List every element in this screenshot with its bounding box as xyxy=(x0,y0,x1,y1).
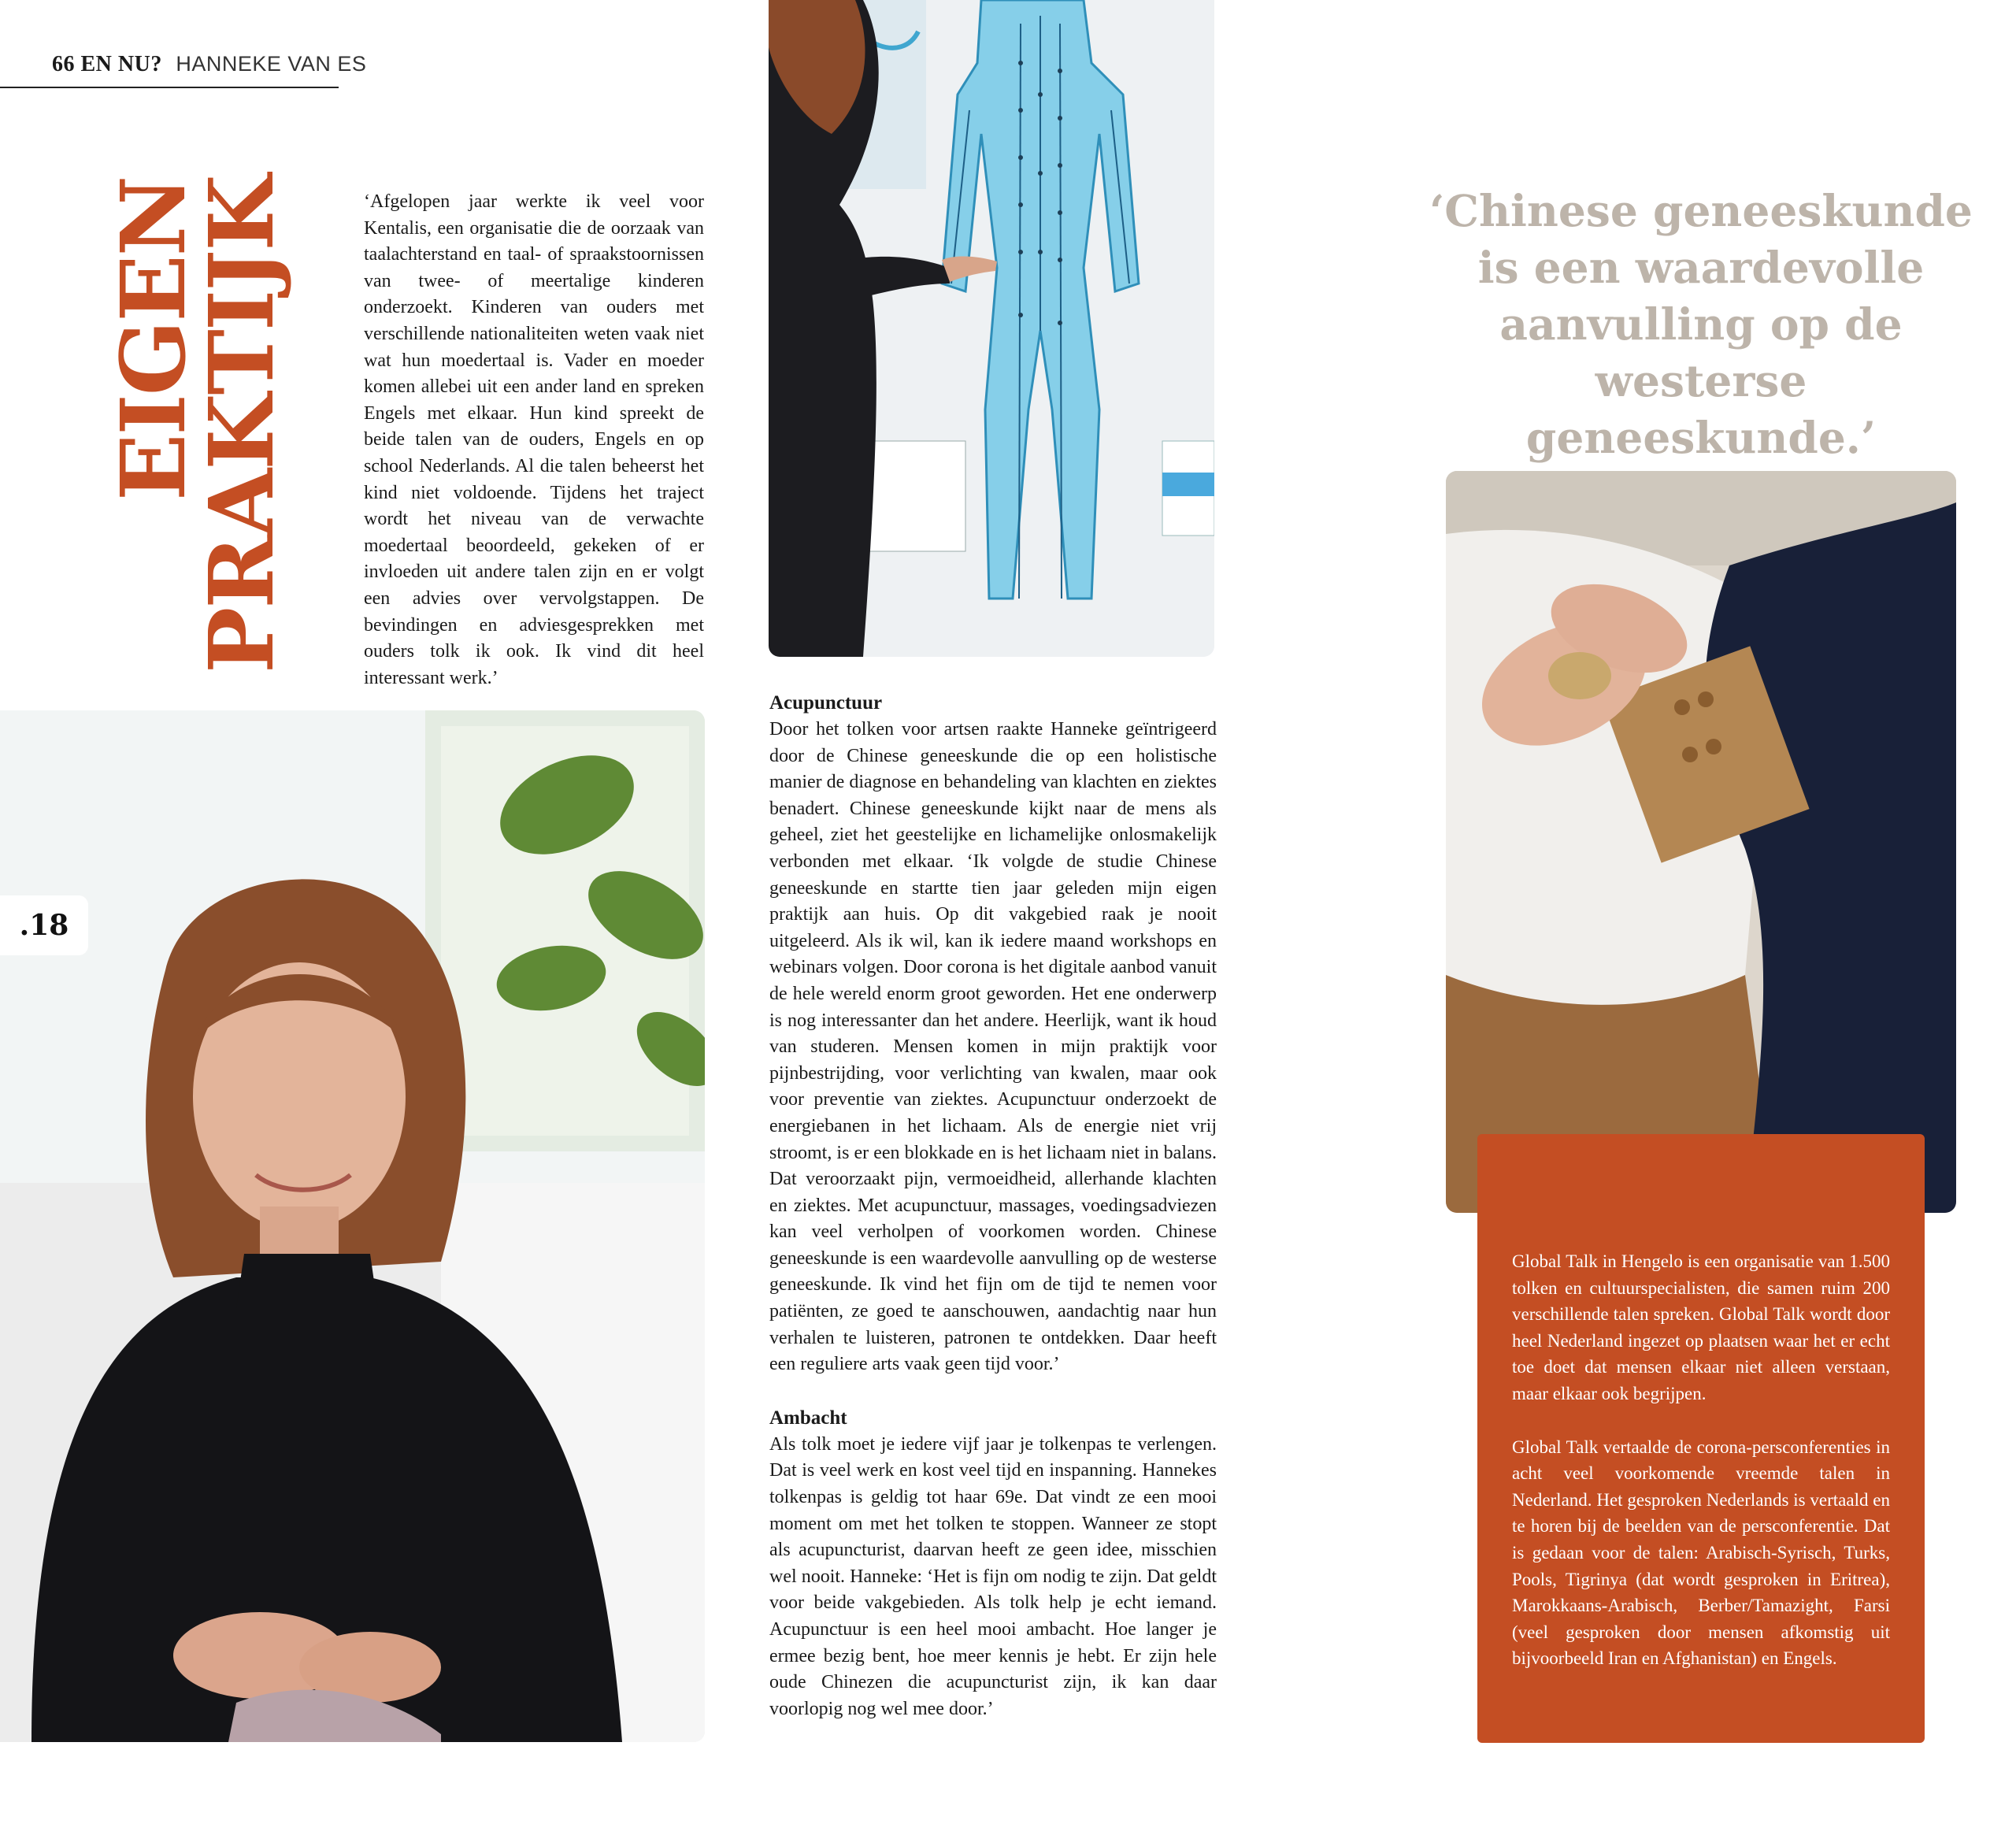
section-title xyxy=(102,176,294,673)
page-number: .18 xyxy=(0,895,88,955)
section-title-line-2: PRAKTIJK xyxy=(191,176,294,673)
pull-quote-line-2: is een waardevolle xyxy=(1477,242,1925,293)
article-body-column xyxy=(769,690,1217,1722)
pull-quote xyxy=(1418,183,1984,466)
subject-name: HANNEKE VAN ES xyxy=(176,52,367,76)
acupuncture-chart-photo xyxy=(769,0,1214,657)
acupuncture-hands-photo xyxy=(1446,471,1956,1213)
magazine-section-name: 66 EN NU? xyxy=(52,52,162,76)
running-header xyxy=(52,52,366,77)
portrait-photo xyxy=(0,710,705,1742)
section-title-line-1: EIGEN xyxy=(102,177,206,502)
info-box-text xyxy=(1512,1248,1890,1672)
pull-quote-line-1: ‘Chinese geneeskunde xyxy=(1429,185,1973,236)
info-paragraph-1: Global Talk in Hengelo is een organisatie van 1.500 tolken en cultuurspecialisten, die samen ruim 200 verschillende talen spreken. Global Talk wordt door heel Nederland ingezet op plaatsen waar het er echt toe doet dat mensen elkaar niet alleen verstaan, maar elkaar ook begrijpen. xyxy=(1512,1251,1890,1403)
paragraph-craft: Als tolk moet je iedere vijf jaar je tolkenpas te verlengen. Dat is veel werk en kost veel tijd en inspanning. Hannekes tolkenpas is geldig tot haar 69e. Dat vindt ze een mooi moment om met het tolken te stoppen. Wanneer ze stopt als acupuncturist, daarvan heeft ze geen idee, misschien wel nooit. Hanneke: ‘Het is fijn om nodig te zijn. Dat geldt voor beide vakgebieden. Als tolk help je echt iemand. Acupunctuur is een heel mooi ambacht. Hoe langer je ermee bezig bent, hoe meer kennis je hebt. Er zijn hele oude Chinezen die acupuncturist zijn, ik kan daar voorlopig nog wel mee door.’ xyxy=(769,1433,1217,1719)
header-divider xyxy=(0,87,339,88)
pull-quote-line-4: westerse geneeskunde.’ xyxy=(1525,355,1877,463)
subheading-acupuncture: Acupunctuur xyxy=(769,692,883,714)
info-paragraph-2: Global Talk vertaalde de corona-persconferenties in acht veel voorkomende vreemde talen in Nederland. Het gesproken Nederlands is vertaald en te horen bij de beelden van de persconferentie. Dat is gedaan voor de talen: Arabisch-Syrisch, Turks, Pools, Tigrinya (dat wordt gesproken in Eritrea), Marokkaans-Arabisch, Berber/Tamazight, Farsi (veel gesproken door mensen afkomstig uit bijvoorbeeld Iran en Afghanistan) en Engels. xyxy=(1512,1436,1890,1669)
subheading-craft: Ambacht xyxy=(769,1407,847,1429)
paragraph-acupuncture: Door het tolken voor artsen raakte Hanneke geïntrigeerd door de Chinese geneeskunde die op een holistische manier de diagnose en behandeling van klachten en ziektes benadert. Chinese geneeskunde kijkt naar de mens als geheel, ziet het geestelijke en lichamelijke onlosmakelijk verbonden met elkaar. ‘Ik volgde de studie Chinese geneeskunde en startte tien jaar geleden mijn eigen praktijk aan huis. Op dit vakgebied raak je nooit uitgeleerd. Als ik wil, kan ik iedere maand workshops en webinars volgen. Door corona is het digitale aanbod vanuit de hele wereld enorm groot geworden. Het ene onderwerp is nog interessanter dan het andere. Heerlijk, want ik houd van studeren. Mensen komen in mijn praktijk voor pijnbestrijding, voor verlichting van kwalen, maar ook voor preventie van ziektes. Acupunctuur onderzoekt de energiebanen in het lichaam. Als de energie niet vrij stroomt, is er een blokkade en is het lichaam niet in balans. Dat veroorzaakt pijn, vermoeidheid, allerhande klachten en ziektes. Met acupunctuur, massages, voedingsadviezen kan veel verholpen of voorkomen worden. Chinese geneeskunde is een waardevolle aanvulling op de westerse geneeskunde. Ik vind het fijn om de tijd te nemen voor patiënten, ze goed te aanschouwen, aandachtig naar hun verhalen te luisteren, patronen te ontdekken. Daar heeft een reguliere arts vaak geen tijd voor.’ xyxy=(769,719,1217,1375)
pull-quote-line-3: aanvulling op de xyxy=(1499,298,1903,350)
intro-paragraph: ‘Afgelopen jaar werkte ik veel voor Kentalis, een organisatie die de oorzaak van taalachterstand en taal- of spraakstoornissen van twee- of meertalige kinderen onderzoekt. Kinderen van ouders met verschillende nationaliteiten weten vaak niet wat hun moedertaal is. Vader en moeder komen allebei uit een ander land en spreken Engels met elkaar. Hun kind spreekt de beide talen van de ouders, Engels en op school Nederlands. Al die talen beheerst het kind niet voldoende. Tijdens het traject wordt het niveau van de verwachte moedertaal beoordeeld, gekeken of er invloeden uit andere talen zijn en er volgt een advies over vervolgstappen. De bevindingen en adviesgesprekken met ouders tolk ik ook. Ik vind dit heel interessant werk.’ xyxy=(364,191,704,688)
